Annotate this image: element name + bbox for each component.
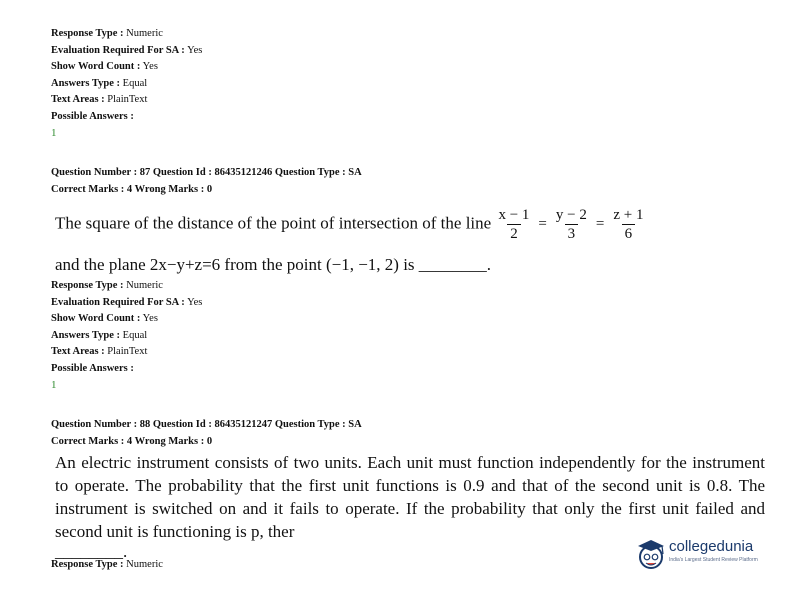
word-count-row: Show Word Count : Yes xyxy=(51,313,158,324)
brand-logo-text: collegedunia xyxy=(669,538,754,555)
q87-marks-line: Correct Marks : 4 Wrong Marks : 0 xyxy=(51,184,213,195)
response-type-row: Response Type : Numeric xyxy=(51,280,163,291)
text-areas-row: Text Areas : PlainText xyxy=(51,94,148,105)
word-count-row: Show Word Count : Yes xyxy=(51,61,158,72)
equals-sign: = xyxy=(595,216,605,232)
response-type-row: Response Type : Numeric xyxy=(51,559,163,570)
q88-id-line: Question Number : 88 Question Id : 86435121247 Question Type : SA xyxy=(51,419,362,430)
q88-meta xyxy=(51,557,163,574)
response-type-row: Response Type : Numeric xyxy=(51,28,163,39)
fraction-z: $\frac{z + 1}{6}$ xyxy=(613,207,644,242)
eval-required-row: Evaluation Required For SA : Yes xyxy=(51,44,203,56)
possible-answer-value: 1 xyxy=(51,379,57,391)
q87-question-line2: and the plane 2x−y+z=6 from the point (−1, −1, 2) is ________. xyxy=(55,255,492,274)
brand-tagline: India's Largest Student Review Platform xyxy=(669,557,758,563)
possible-answers-row: Possible Answers : xyxy=(51,362,134,374)
text-areas-row: Text Areas : PlainText xyxy=(51,346,148,357)
possible-answer-value: 1 xyxy=(51,127,57,139)
q87-question-line1 xyxy=(55,206,646,243)
fraction-x: $\frac{x - 1}{2}$ xyxy=(498,207,530,242)
q87-text-before: The square of the distance of the point of intersection of the line xyxy=(55,213,492,233)
eval-required-row: Evaluation Required For SA : Yes xyxy=(51,296,203,308)
possible-answers-row: Possible Answers : xyxy=(51,110,134,122)
answers-type-row: Answers Type : Equal xyxy=(51,329,148,341)
q88-header xyxy=(51,416,362,450)
block1-meta xyxy=(51,26,202,142)
q87-id-line: Question Number : 87 Question Id : 86435121246 Question Type : SA xyxy=(51,167,362,178)
equals-sign: = xyxy=(538,216,547,232)
q88-answer-blank: ________. xyxy=(55,542,128,561)
q88-question-text: An electric instrument consists of two units. Each unit must function independently for the instrument to operate. The probability that the first unit functions is 0.9 and that of the second unit is 0.8. The instrument is switched on and it fails to operate. If the probability that only the first unit failed and second unit is functioning is p, ther xyxy=(55,453,765,541)
q88-marks-line: Correct Marks : 4 Wrong Marks : 0 xyxy=(51,436,213,447)
q87-header xyxy=(51,164,362,198)
q87-meta xyxy=(51,278,202,394)
answers-type-row: Answers Type : Equal xyxy=(51,77,148,89)
fraction-y: $\frac{y - 2}{3}$ xyxy=(555,207,587,242)
